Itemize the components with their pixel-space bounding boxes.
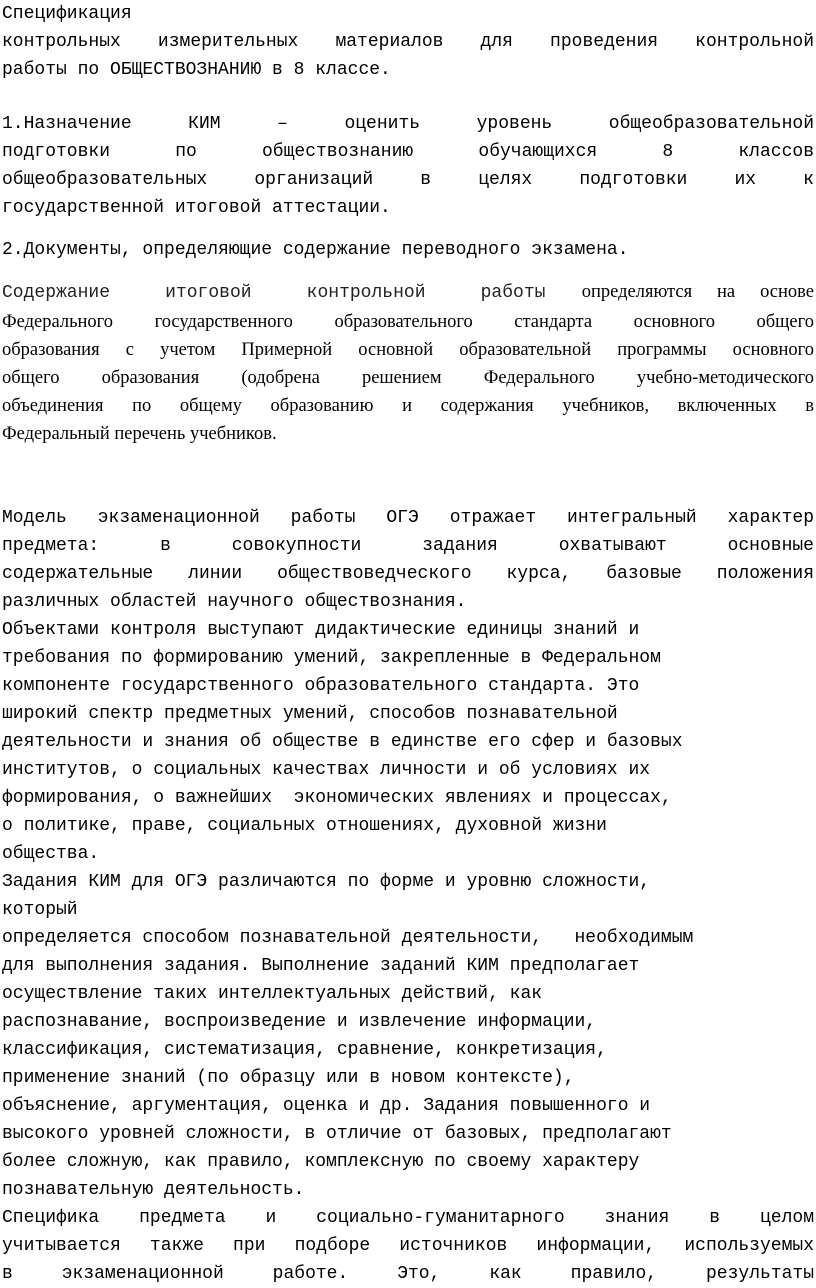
paragraph-line: классификация, систематизация, сравнение, конкретизация,: [2, 1040, 607, 1060]
paragraph-line: содержательные линии обществоведческого курса, базовые положения: [2, 564, 814, 584]
paragraph-line: требования по формированию умений, закрепленные в Федеральном: [2, 648, 661, 668]
paragraph-line: объяснение, аргументация, оценка и др. Задания повышенного и: [2, 1096, 651, 1116]
section-heading: [2, 462, 814, 494]
paragraph-line-mixed: [2, 278, 814, 308]
paragraph-line: Федеральный перечень учебников.: [2, 424, 277, 444]
spacer: [2, 84, 814, 98]
paragraph-line: государственной итоговой аттестации.: [2, 198, 391, 218]
paragraph-line: 1.Назначение КИМ – оценить уровень общеобразовательной: [2, 114, 814, 134]
paragraph-line: различных областей научного обществознания.: [2, 592, 467, 612]
section-approaches: [2, 462, 814, 1288]
paragraph-line: Специфика предмета и социально-гуманитарного знания в целом: [2, 1208, 814, 1228]
paragraph-line: Задания КИМ для ОГЭ различаются по форме и уровню сложности,: [2, 872, 651, 892]
paragraph-line: компоненте государственного образовательного стандарта. Это: [2, 676, 640, 696]
mono-lead-text: Содержание итоговой контрольной работы: [2, 283, 546, 303]
paragraph-line: познавательную деятельность.: [2, 1180, 305, 1200]
paragraph-line: высокого уровней сложности, в отличие от базовых, предполагают: [2, 1124, 672, 1144]
doc-subtitle-line: работы по ОБЩЕСТВОЗНАНИЮ в 8 классе.: [2, 60, 391, 80]
paragraph-line: распознавание, воспроизведение и извлечение информации,: [2, 1012, 597, 1032]
paragraph-line: подготовки по обществознанию обучающихся 8 классов: [2, 142, 814, 162]
paragraph-line: деятельности и знания об обществе в единстве его сфер и базовых: [2, 732, 683, 752]
paragraph-specifics: [2, 1204, 814, 1288]
doc-subtitle-line: контрольных измерительных материалов для проведения контрольной: [2, 32, 814, 52]
serif-paragraph: [2, 308, 814, 448]
paragraph-line: предмета: в совокупности задания охватывают основные: [2, 536, 814, 556]
serif-lead-text: определяются на основе: [581, 282, 814, 302]
paragraph-line: который: [2, 900, 78, 920]
paragraph-objects: [2, 616, 814, 868]
paragraph-line: образования с учетом Примерной основной образовательной программы основного: [2, 340, 814, 360]
paragraph-line: определяется способом познавательной деятельности, необходимым: [2, 928, 694, 948]
paragraph-line: общества.: [2, 844, 100, 864]
paragraph-line: объединения по общему образованию и содержания учебников, включенных в: [2, 396, 814, 416]
section-documents: [2, 236, 814, 264]
paragraph-line: общего образования (одобрена решением Федерального учебно-методического: [2, 368, 814, 388]
paragraph-line: Федерального государственного образовательного стандарта основного общего: [2, 312, 814, 332]
paragraph-line: в экзаменационной работе. Это, как правило, результаты: [2, 1264, 814, 1284]
paragraph-line: общеобразовательных организаций в целях подготовки их к: [2, 170, 814, 190]
section-documents-body: [2, 278, 814, 448]
doc-title: Спецификация: [2, 4, 132, 24]
paragraph-line: Модель экзаменационной работы ОГЭ отражает интегральный характер: [2, 508, 814, 528]
section-heading: 2.Документы, определяющие содержание переводного экзамена.: [2, 240, 629, 260]
paragraph-line: для выполнения задания. Выполнение заданий КИМ предполагает: [2, 956, 640, 976]
paragraph-line: о политике, праве, социальных отношениях, духовной жизни: [2, 816, 607, 836]
heading-tail: [639, 493, 674, 494]
paragraph-line: Объектами контроля выступают дидактические единицы знаний и: [2, 620, 640, 640]
header-block: [2, 0, 814, 84]
paragraph-model: [2, 504, 814, 616]
paragraph-line: учитывается также при подборе источников информации, используемых: [2, 1236, 814, 1256]
paragraph-line: применение знаний (по образцу или в новом контексте),: [2, 1068, 575, 1088]
paragraph-line: более сложную, как правило, комплексную по своему характеру: [2, 1152, 640, 1172]
document-page: [2, 0, 814, 1288]
paragraph-line: широкий спектр предметных умений, способов познавательной: [2, 704, 618, 724]
paragraph-tasks: [2, 868, 814, 1204]
paragraph-line: осуществление таких интеллектуальных действий, как: [2, 984, 543, 1004]
section-purpose: [2, 110, 814, 222]
paragraph-line: институтов, о социальных качествах личности и об условиях их: [2, 760, 651, 780]
paragraph-line: формирования, о важнейших экономических явлениях и процессах,: [2, 788, 672, 808]
